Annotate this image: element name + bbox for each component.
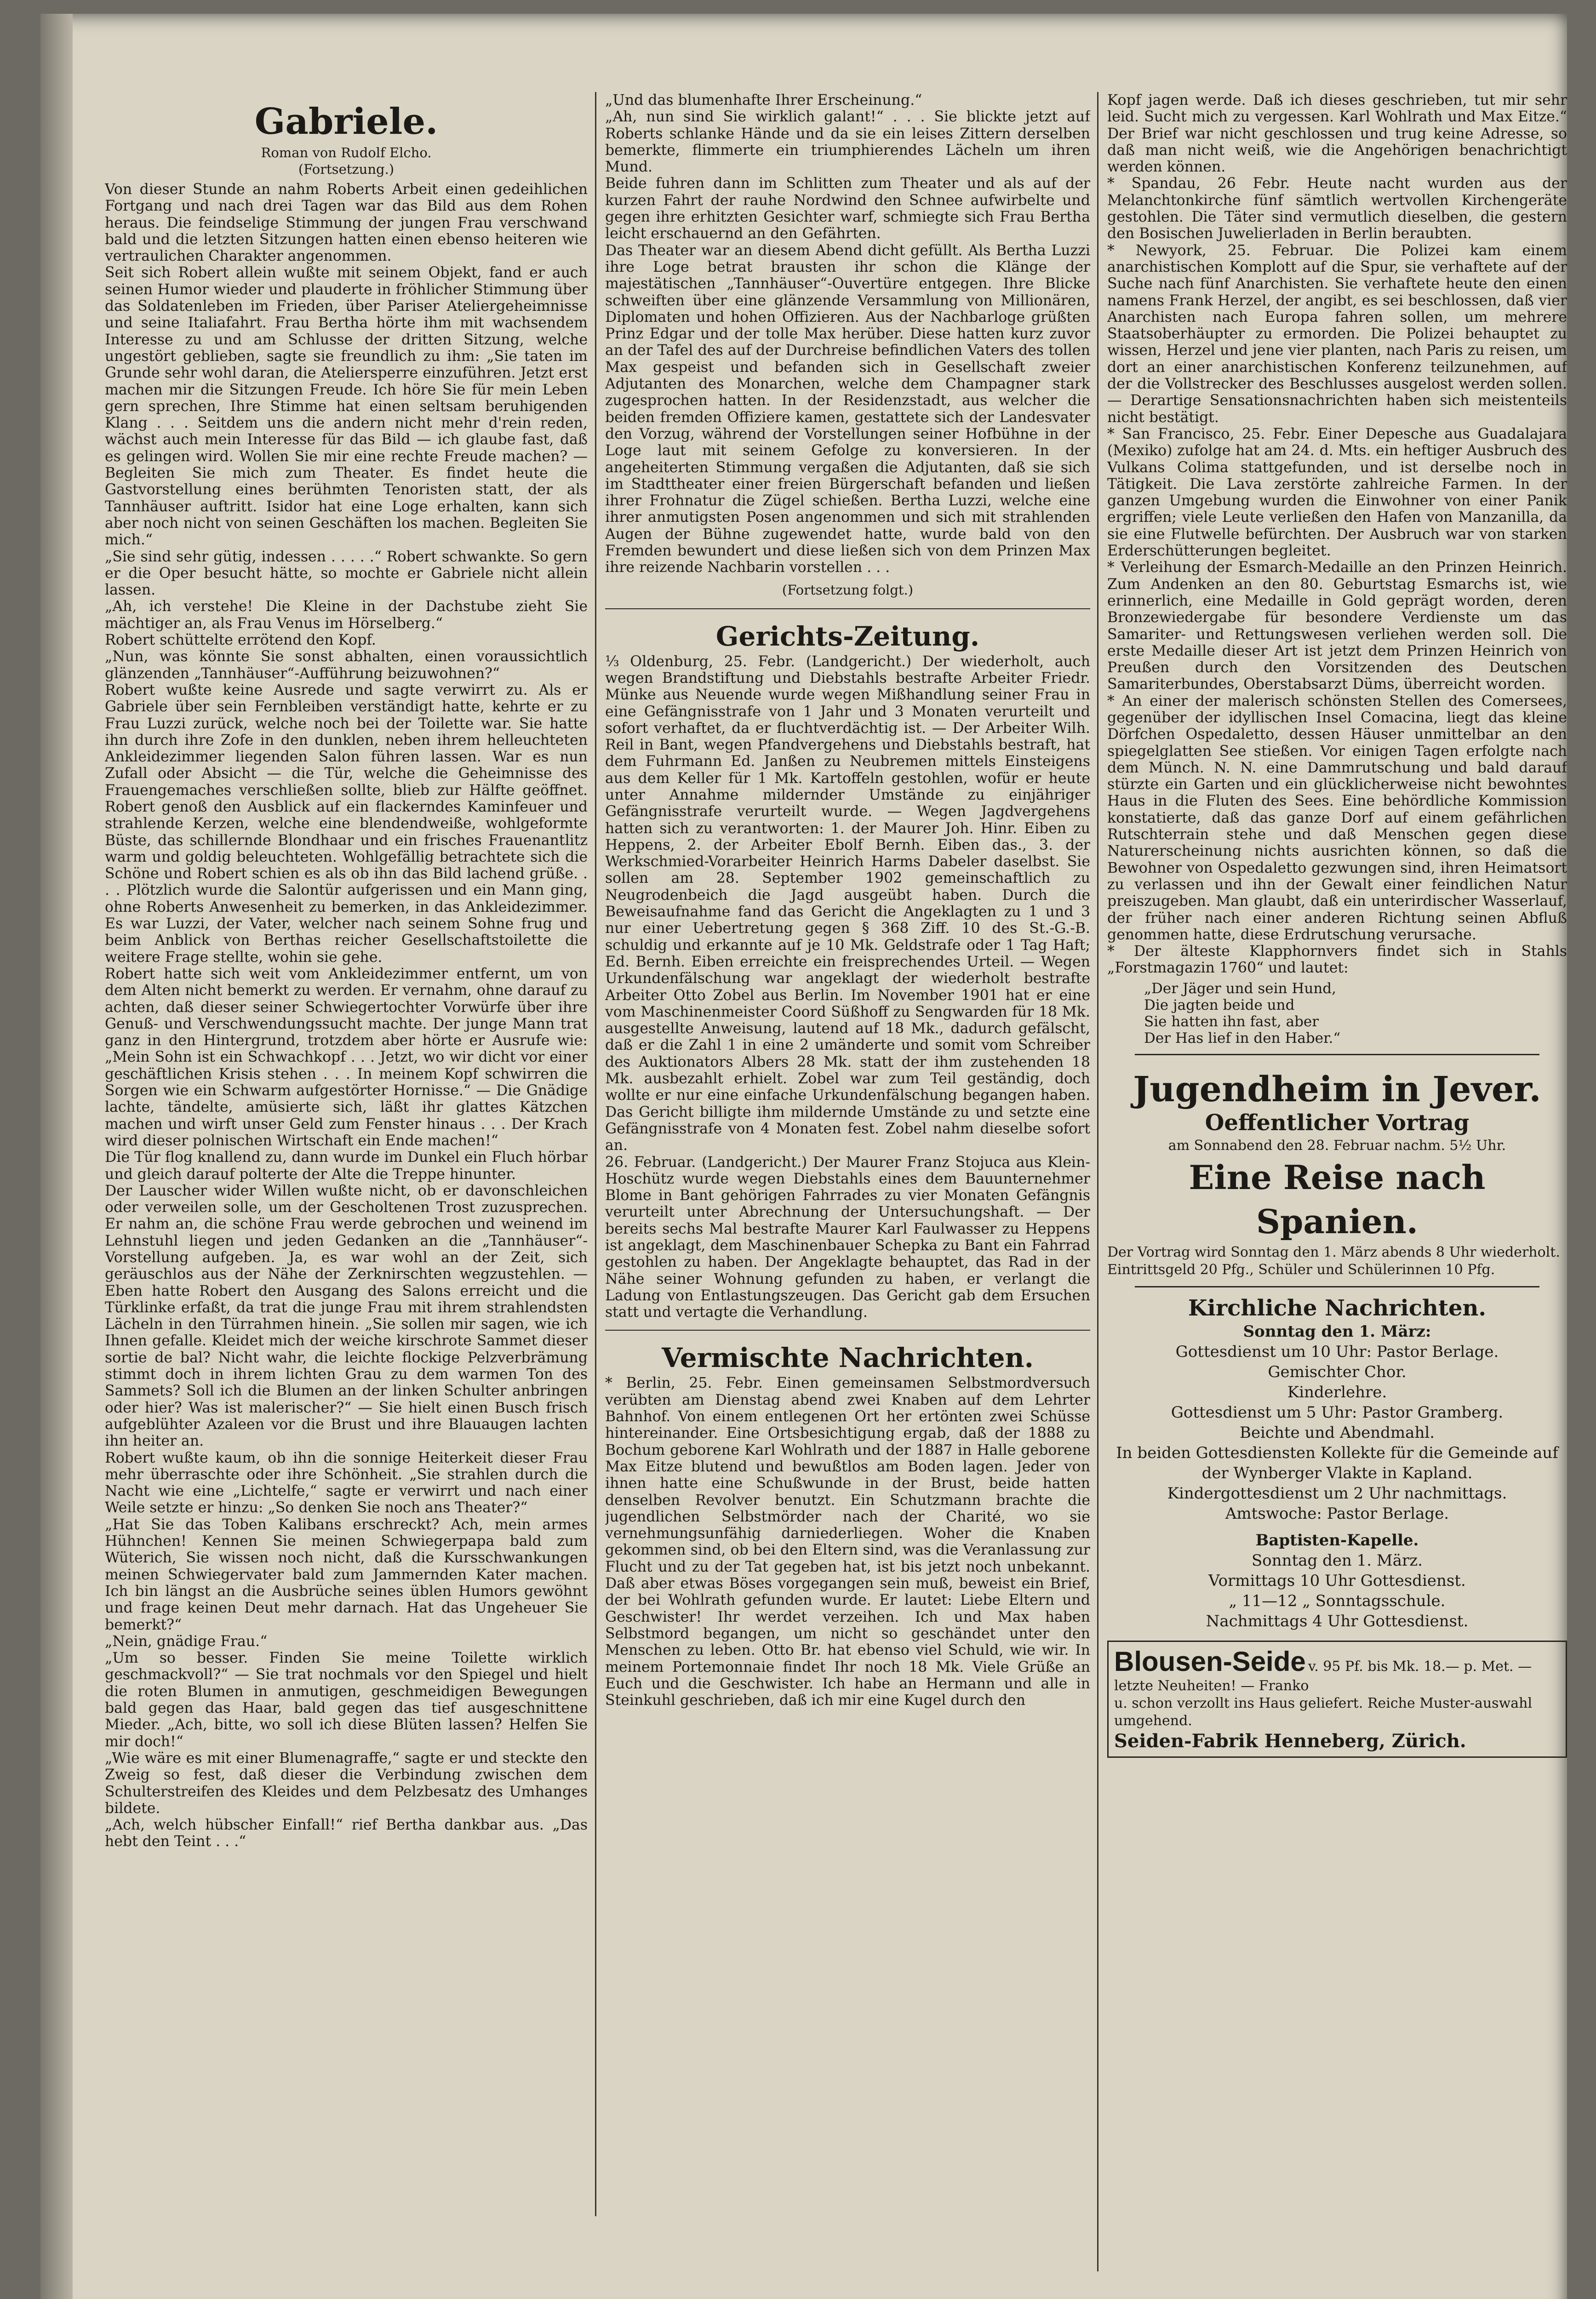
baptist-line: „ 11—12 „ Sonntagsschule. [1229,1591,1446,1610]
paragraph: Von dieser Stunde an nahm Roberts Arbeit einen gedeihlichen Fortgang und nach drei Tagen war das Bild aus dem Rohen heraus. Die feindselige Stimmung der jungen Frau verschwand bald und die letzten Sitzungen hatten einen ebenso heiteren wie vertraulichen Charakter angenommen. [105,181,588,265]
paragraph: „Ah, ich verstehe! Die Kleine in der Dachstube zieht Sie mächtiger an, als Frau Venus im Hörselberg.“ [105,598,588,632]
ad-jugendheim-subtitle: Oeffentlicher Vortrag [1205,1109,1470,1136]
news-item: * Spandau, 26 Febr. Heute nacht wurden aus der Melanchtonkirche fünf sämtlich wertvollen Kirchengeräte gestohlen. Die Täter sind vermutlich dieselben, die gestern den Bosischen Juwelierladen in Berlin beraubten. [1107,175,1567,242]
poem-line: Der Has lief in den Haber.“ [1144,1029,1341,1047]
paragraph: „Sie sind sehr gütig, indessen . . . . .“ Robert schwankte. So gern er die Oper besucht hätte, so mochte er Gabriele nicht allein lassen. [105,548,588,599]
ad-jugendheim-repeat: Der Vortrag wird Sonntag den 1. März abends 8 Uhr wiederholt. [1107,1244,1560,1260]
news-item: Kopf jagen werde. Daß ich dieses geschrieben, tut mir sehr leid. Sucht mich zu vergessen. Karl Wohlrath und Max Eitze.“ Der Brief war nicht geschlossen und trug keine Adresse, so daß man nicht weiß, wie die Angehörigen benachrichtigt werden können. [1107,92,1567,176]
ad-blouse-headline: Blousen-Seide [1114,1646,1306,1677]
ad-blouse-silk [1107,1641,1567,1758]
section-heading-court: Gerichts-Zeitung. [605,608,1090,653]
church-line: Gottesdienst um 5 Uhr: Pastor Gramberg. [1171,1403,1504,1422]
church-line: Gottesdienst um 10 Uhr: Pastor Berlage. [1175,1342,1499,1361]
church-line: Kinderlehre. [1287,1383,1387,1401]
paragraph: „Nun, was könnte Sie sonst abhalten, einen voraussichtlich glänzenden „Tannhäuser“-Aufführung beizuwohnen?“ [105,648,588,682]
column-news-ads [1107,92,1567,2271]
baptist-line: Vormittags 10 Uhr Gottesdienst. [1208,1571,1466,1590]
ad-jugendheim-price: Eintrittsgeld 20 Pfg., Schüler und Schülerinnen 10 Pfg. [1107,1261,1495,1278]
paragraph: Robert schüttelte errötend den Kopf. [105,632,376,649]
church-line: Kindergottesdienst um 2 Uhr nachmittags. [1167,1484,1507,1503]
news-item: * An einer der malerisch schönsten Stellen des Comersees, gegenüber der idyllischen Insel Comacina, liegt das kleine Dörfchen Ospedaletto, dessen Häuser unmittelbar an den spiegelglatten See stießen. Vor einigen Tagen erfolgte nach dem Münch. N. N. eine Dammrutschung und bald darauf stürzte ein Garten und ein glücklicherweise nicht bewohntes Haus in die Fluten des Sees. Eine behördliche Kommission konstatierte, daß das ganze Dorf auf einem gefährlichen Rutschterrain stehe und daß Menschen gegen diese Naturerscheinung nichts ausrichten können, so daß die Bewohner von Ospedaletto gezwungen sind, ihren Heimatsort zu verlassen und ihn der Gewalt einer feindlichen Natur preiszugeben. Man glaubt, daß ein unterirdischer Wasserlauf, der früher nach einer anderen Richtung seinen Abfluß genommen hatte, diese Erdrutschung verursache. [1107,692,1567,943]
court-report: 26. Februar. (Landgericht.) Der Maurer Franz Stojuca aus Klein-Hoschütz wurde wegen Diebstahls eines dem Bauunternehmer Blome in Bant gehörigen Fahrrades zu vier Monaten Gefängnis verurteilt unter Abrechnung der Untersuchungshaft. — Der bereits sechs Mal bestrafte Maurer Karl Faulwasser zu Heppens ist angeklagt, dem Maschinenbauer Schepka zu Bant ein Fahrrad gestohlen zu haben. Der Angeklagte behauptet, das Rad in der Nähe seiner Wohnung gefunden zu haben, er verlangt die Ladung von Entlastungszeugen. Das Gericht gab dem Ersuchen statt und vertagte die Verhandlung. [605,1154,1090,1321]
paragraph: Robert hatte sich weit vom Ankleidezimmer entfernt, um von dem Alten nicht bemerkt zu werden. Er vernahm, ohne darauf zu achten, daß dieser seiner Schwiegertochter Vorwürfe über ihre Genuß- und Verschwendungssucht machte. Der junge Mann trat ganz in den Hintergrund, trotzdem aber hörte er Ausrufe wie: „Mein Sohn ist ein Schwachkopf . . . Jetzt, wo wir dicht vor einer geschäftlichen Krisis stehen . . . In meinem Kopf schwirren die Sorgen wie ein Schwarm aufgestörter Hornisse.“ — Die Gnädige lachte, tändelte, amüsierte sich, läßt ihr glattes Kätzchen machen und wirft unser Geld zum Fenster hinaus . . . Der Krach wird dieser polnischen Wirtschaft ein Ende machen!“ [105,965,588,1149]
poem-line: Die jagten beide und [1144,996,1295,1013]
paragraph: Beide fuhren dann im Schlitten zum Theater und als auf der kurzen Fahrt der rauhe Nordwind den Schnee aufwirbelte und gegen ihre erhitzten Gesichter warf, schmiegte sich Frau Bertha leicht erschauernd an den Gefährten. [605,175,1090,242]
news-item: * Der älteste Klapphornvers findet sich in Stahls „Forstmagazin 1760“ und lautet: [1107,943,1567,977]
paragraph: „Wie wäre es mit einer Blumenagraffe,“ sagte er und steckte den Zweig so fest, daß dieser die Verbindung zwischen dem Schulterstreifen des Kleides und dem Pelzbesatz des Umhanges bildete. [105,1750,588,1817]
paragraph: „Um so besser. Finden Sie meine Toilette wirklich geschmackvoll?“ — Sie trat nochmals vor den Spiegel und hielt die roten Blumen in anmutigen, geschmeidigen Bewegungen bald gegen das Haar, bald gegen das tief ausgeschnittene Mieder. „Ach, bitte, wo soll ich diese Blüten lassen? Helfen Sie mir doch!“ [105,1650,588,1750]
paragraph: Robert wußte kaum, ob ihn die sonnige Heiterkeit dieser Frau mehr überraschte oder ihre Schönheit. „Sie strahlen durch die Nacht wie eine „Lichtelfe,“ sagte er verwirrt und nach einer Weile setzte er hinzu: „So denken Sie noch ans Theater?“ [105,1449,588,1516]
church-title: Kirchliche Nachrichten. [1188,1295,1487,1321]
ad-blouse-delivery: u. schon verzollt ins Haus geliefert. Reiche Muster-auswahl umgehend. [1114,1695,1533,1729]
column-rule [595,92,596,2216]
baptist-line: Nachmittags 4 Uhr Gottesdienst. [1206,1612,1469,1630]
section-heading-misc: Vermischte Nachrichten. [605,1330,1090,1375]
novel-title: Gabriele. [254,101,438,143]
column-news [605,92,1090,2212]
church-line: Sonntag den 1. März: [1243,1322,1431,1341]
paragraph: Die Tür flog knallend zu, dann wurde im Dunkel ein Fluch hörbar und gleich darauf polterte der Alte die Treppe hinunter. [105,1149,588,1183]
paragraph: „Ach, welch hübscher Einfall!“ rief Bertha dankbar aus. „Das hebt den Teint . . .“ [105,1817,588,1850]
novel-byline: Roman von Rudolf Elcho. [261,145,432,160]
baptist-line: Sonntag den 1. März. [1252,1551,1423,1570]
court-report: ⅓ Oldenburg, 25. Febr. (Landgericht.) Der wiederholt, auch wegen Brandstiftung und Diebstahls bestrafte Arbeiter Friedr. Münke aus Neuende wurde wegen Mißhandlung seiner Frau in eine Gefängnisstrafe von 1 Jahr und 3 Monaten verurteilt und sofort verhaftet, da er fluchtverdächtig ist. — Der Arbeiter Wilh. Reil in Bant, wegen Pfandvergehens und Diebstahls bestraft, hat dem Fuhrmann Ed. Janßen zu Neubremen mittels Einsteigens aus dem Keller für 1 Mk. Kartoffeln gestohlen, wofür er heute unter Annahme mildernder Umstände zu einjähriger Gefängnisstrafe verurteilt wurde. — Wegen Jagdvergehens hatten sich zu verantworten: 1. der Maurer Joh. Hinr. Eiben zu Heppens, 2. der Arbeiter Ebolf Bernh. Eiben das., 3. der Werkschmied-Vorarbeiter Heinrich Harms Dabeler daselbst. Sie sollen am 28. September 1902 gemeinschaftlich zu Neugrodenbeich die Jagd ausgeübt haben. Durch die Beweisaufnahme fand das Gericht die Angeklagten zu 1 und 3 nur einer Uebertretung gegen § 368 Ziff. 10 des St.-G.-B. schuldig und erkannte auf je 10 Mk. Geldstrafe oder 1 Tag Haft; Ed. Bernh. Eiben erreichte ein freisprechendes Urteil. — Wegen Urkundenfälschung war angeklagt der wiederholt bestrafte Arbeiter Otto Zobel aus Berlin. Im November 1901 hat er eine vom Maschinenmeister Coord Süßhoff zu Sengwarden für 18 Mk. ausgestellte Anweisung, lautend auf 18 Mk., dadurch gefälscht, daß er die Zahl 1 in eine 2 umänderte und somit vom Schreiber des Auktionators Albers 28 Mk. statt der ihm zustehenden 18 Mk. ausbezahlt erhielt. Zobel war zum Teil geständig, doch wollte er nur eine einfache Urkundenfälschung begangen haben. Das Gericht billigte ihm mildernde Umstände zu und setzte eine Gefängnisstrafe von 4 Monaten fest. Zobel nahm dieselbe sofort an. [605,653,1090,1154]
column-serial-novel [105,92,588,2216]
paragraph: Seit sich Robert allein wußte mit seinem Objekt, fand er auch seinen Humor wieder und plauderte in fröhlicher Stimmung über das Soldatenleben im Frieden, über Pariser Ateliergeheimnisse und seine Italiafahrt. Frau Bertha hörte ihm mit wachsendem Interesse zu und am Schlusse der dritten Sitzung, welche ungestört geblieben, sagte sie freundlich zu ihm: „Sie taten im Grunde sehr wohl daran, die Ateliersperre einzuführen. Jetzt erst machen mir die Sitzungen Freude. Ich höre Sie für mein Leben gern sprechen, Ihre Stimme hat einen seltsam beruhigenden Klang . . . Seitdem uns die andern nicht mehr d'rein reden, wächst auch mein Interesse für das Bild — ich glaube fast, daß es gelingen wird. Wollen Sie mir eine rechte Freude machen? — Begleiten Sie mich zum Theater. Es findet heute die Gastvorstellung eines berühmten Tenoristen statt, der als Tannhäuser auftritt. Isidor hat eine Loge erhalten, kann sich aber noch nicht von seinen Geschäften los machen. Begleiten Sie mich.“ [105,264,588,549]
newspaper-page [40,14,1567,2299]
paragraph: „Und das blumenhafte Ihrer Erscheinung.“ [605,92,922,109]
divider [1135,1286,1539,1287]
paragraph: Das Theater war an diesem Abend dicht gefüllt. Als Bertha Luzzi ihre Loge betrat brausten ihr schon die Klänge der majestätischen „Tannhäuser“-Ouvertüre entgegen. Ihre Blicke schweiften über eine glänzende Versammlung von Millionären, Diplomaten und hohen Offizieren. Aus der Nachbarloge grüßten Prinz Edgar und der tolle Max herüber. Diese hatten kurz zuvor an der Tafel des auf der Durchreise befindlichen Vaters des tollen Max gespeist und befanden sich in Gesellschaft zweier Adjutanten des Monarchen, welche dem Champagner stark zugesprochen hatten. In der Residenzstadt, aus welcher die beiden fremden Offiziere kamen, gestattete sich der Landesvater den Vorzug, während der Vorstellungen seiner Hofbühne in der Loge laut mit seinem Gefolge zu konversieren. In der angeheiterten Stimmung vergaßen die Adjutanten, daß sie sich im Stadttheater einer freien Bürgerschaft befanden und ließen ihrer Frohnatur die Zügel schießen. Bertha Luzzi, welche eine ihrer anmutigsten Posen angenommen und sich mit strahlenden Augen der Bühne zugewendet hatte, wurde bald von den Fremden bewundert und diese ließen sich von dem Prinzen Max ihre reizende Nachbarin vorstellen . . . [605,242,1090,576]
continuation-note: (Fortsetzung.) [298,161,395,177]
news-item: * San Francisco, 25. Febr. Einer Depesche aus Guadalajara (Mexiko) zufolge hat am 24. d. Mts. ein heftiger Ausbruch des Vulkans Colima stattgefunden, und ist derselbe noch in Tätigkeit. Die Lava zerstörte zahlreiche Farmen. In der ganzen Umgebung wurden die Einwohner von einer Panik ergriffen; viele Leute verließen den Hafen von Manzanilla, da sie eine Flutwelle befürchten. Der Ausbruch war von starken Erderschütterungen begleitet. [1107,425,1567,560]
ad-jugendheim-title: Jugendheim in Jever. [1133,1068,1541,1109]
news-item: * Berlin, 25. Febr. Einen gemeinsamen Selbstmordversuch verübten am Dienstag abend zwei Knaben auf dem Lehrter Bahnhof. Von einem entlegenen Ort her ertönten zwei Schüsse hintereinander. Eine Ortsbesichtigung ergab, daß der 1888 zu Bochum geborene Karl Wohlrath und der 1887 in Halle geborene Max Eitze blutend und bewußtlos am Boden lagen. Jeder von ihnen hatte eine Schußwunde in der Brust, beide hatten denselben Revolver benutzt. Ein Schutzmann brachte die jugendlichen Selbstmörder nach der Charité, wo sie vernehmungsunfähig darniederliegen. Woher die Knaben gekommen sind, ob bei den Eltern sind, was die Veranlassung zur Flucht und zu der Tat gegeben hat, ist bis jetzt noch unbekannt. Daß aber etwas Böses vorgegangen sein muß, beweist ein Brief, der bei Wohlrath gefunden wurde. Er lautet: Liebe Eltern und Geschwister! Ihr werdet verzeihen. Ich und Max haben Selbstmord begangen, um nicht so geschändet unter den Menschen zu leben. Otto Br. hat ebenso viel Schuld, wie wir. In meinem Portemonnaie findet Ihr noch 18 Mk. Viele Grüße an Euch und die Geschwister. Ich habe an Hermann und alle in Steinkuhl geschrieben, daß ich mir eine Kugel durch den [605,1375,1090,1709]
page-spine [40,14,73,2299]
poem-line: „Der Jäger und sein Hund, [1144,980,1336,997]
church-line: Beichte und Abendmahl. [1239,1423,1435,1442]
poem-line: Sie hatten ihn fast, aber [1144,1013,1319,1030]
column-rule [1097,92,1098,2271]
paragraph: Robert wußte keine Ausrede und sagte verwirrt zu. Als er Gabriele über sein Fernbleiben verständigt hatte, kehrte er zu Frau Luzzi zurück, welche noch bei der Toilette war. Sie hatte ihn durch ihre Zofe in den dunklen, neben ihrem helleuchteten Ankleidezimmer liegenden Salon führen lassen. War es nun Zufall oder Absicht — die Tür, welche die Geheimnisse des Frauengemaches verschließen sollte, blieb zur Hälfte geöffnet. Robert genoß den Ausblick auf ein flackerndes Kaminfeuer und strahlende Kerzen, welche eine blendendweiße, wohlgeformte Büste, das schillernde Blondhaar und ein frisches Frauenantlitz warm und goldig beleuchteten. Wohlgefällig betrachtete sich die Schöne und Robert schien es als ob ihn das Bild lachend grüße. . . . Plötzlich wurde die Salontür aufgerissen und ein Mann ging, ohne Roberts Anwesenheit zu bemerken, in das Ankleidezimmer. Es war Luzzi, der Vater, welcher nach seinem Sohne frug und beim Anblick von Berthas reicher Gesellschaftstoilette die weitere Frage stellte, wohin sie gehe. [105,681,588,966]
paragraph: „Ah, nun sind Sie wirklich galant!“ . . . Sie blickte jetzt auf Roberts schlanke Hände und da sie ein leises Zittern derselben bemerkte, flimmerte ein triumphierendes Lächeln um ihren Mund. [605,109,1090,176]
divider [1135,1054,1539,1055]
paragraph: Der Lauscher wider Willen wußte nicht, ob er davonschleichen oder verweilen solle, um der Gescholtenen Trost zuzusprechen. Er nahm an, die schöne Frau werde gebrochen und weinend im Lehnstuhl liegen und jeden Gedanken an die „Tannhäuser“-Vorstellung aufgeben. Ja, es war wohl an der Zeit, sich geräuschlos aus der Nähe der Zerknirschten wegzustehlen. — Eben hatte Robert den Ausgang des Salons erreicht und die Türklinke erfaßt, da trat die junge Frau mit ihrem strahlendsten Lächeln in den Türrahmen hinein. „Sie sollen mir sagen, wie ich Ihnen gefalle. Kleidet mich der weiche kirschrote Sammet dieser sortie de bal? Nicht wahr, die leichte flockige Pelzverbrämung stimmt doch in ihrem lichten Grau zu dem warmen Ton des Sammets? Soll ich die Blumen an der linken Schulter anbringen oder hier? Was ist malerischer?“ — Sie hielt einen Busch frisch aufgeblühter Azaleen vor die Brust und ihre Blauaugen lachten ihn heiter an. [105,1182,588,1450]
baptist-title: Baptisten-Kapelle. [1255,1531,1419,1550]
ad-blouse-price: v. 95 Pf. bis Mk. 18.— p. Met. — letzte Neuheiten! — Franko [1114,1658,1532,1694]
paragraph: „Hat Sie das Toben Kalibans erschreckt? Ach, mein armes Hühnchen! Kennen Sie meinen Schwiegerpapa bald zum Wüterich, Sie wissen noch nicht, daß die Kursschwankungen meinen Schwiegervater bald zum Jammernden Kater machen. Ich bin längst an die Ausbrüche seines üblen Humors gewöhnt und frage keinen Deut mehr darnach. Hat das Ungeheuer Sie bemerkt?“ [105,1516,588,1633]
ad-blouse-firm: Seiden-Fabrik Henneberg, Zürich. [1114,1730,1466,1752]
ad-jugendheim-date: am Sonnabend den 28. Februar nachm. 5½ Uhr. [1168,1137,1506,1154]
church-line: Gemischter Chor. [1268,1362,1407,1381]
news-item: * Verleihung der Esmarch-Medaille an den Prinzen Heinrich. Zum Andenken an den 80. Geburtstag Esmarchs ist, wie erinnerlich, eine Medaille in Gold geprägt worden, deren Bronzewiedergabe für besondere Verdienste um das Samariter- und Rettungswesen verliehen werden soll. Die erste Medaille dieser Art ist jetzt dem Prinzen Heinrich von Preußen durch den Vorsitzenden des Deutschen Samariterbundes, Oberstabsarzt Düms, überreicht worden. [1107,559,1567,693]
paragraph: „Nein, gnädige Frau.“ [105,1633,268,1650]
church-line: Amtswoche: Pastor Berlage. [1225,1504,1449,1523]
ad-jugendheim-lecture: Eine Reise nach Spanien. [1189,1157,1486,1241]
continuation-note: (Fortsetzung folgt.) [782,582,914,598]
news-item: * Newyork, 25. Februar. Die Polizei kam einem anarchistischen Komplott auf die Spur, sie verhaftete auf der Suche nach fünf Anarchisten. Sie verhaftete heute den einen namens Frank Herzel, der angibt, es sei beschlossen, daß vier Anarchisten nach Europa fahren sollen, um mehrere Staatsoberhäupter zu ermorden. Die Polizei behauptet zu wissen, Herzel und jene vier planten, nach Paris zu reisen, um dort an einer anarchistischen Konferenz teilzunehmen, auf der die Vollstrecker des Beschlusses ausgelost werden sollen. — Derartige Sensationsnachrichten haben sich meistenteils nicht bestätigt. [1107,242,1567,426]
church-line: In beiden Gottesdiensten Kollekte für die Gemeinde auf der Wynberger Vlakte in Kapland. [1116,1443,1558,1482]
poem [1144,980,1567,1047]
